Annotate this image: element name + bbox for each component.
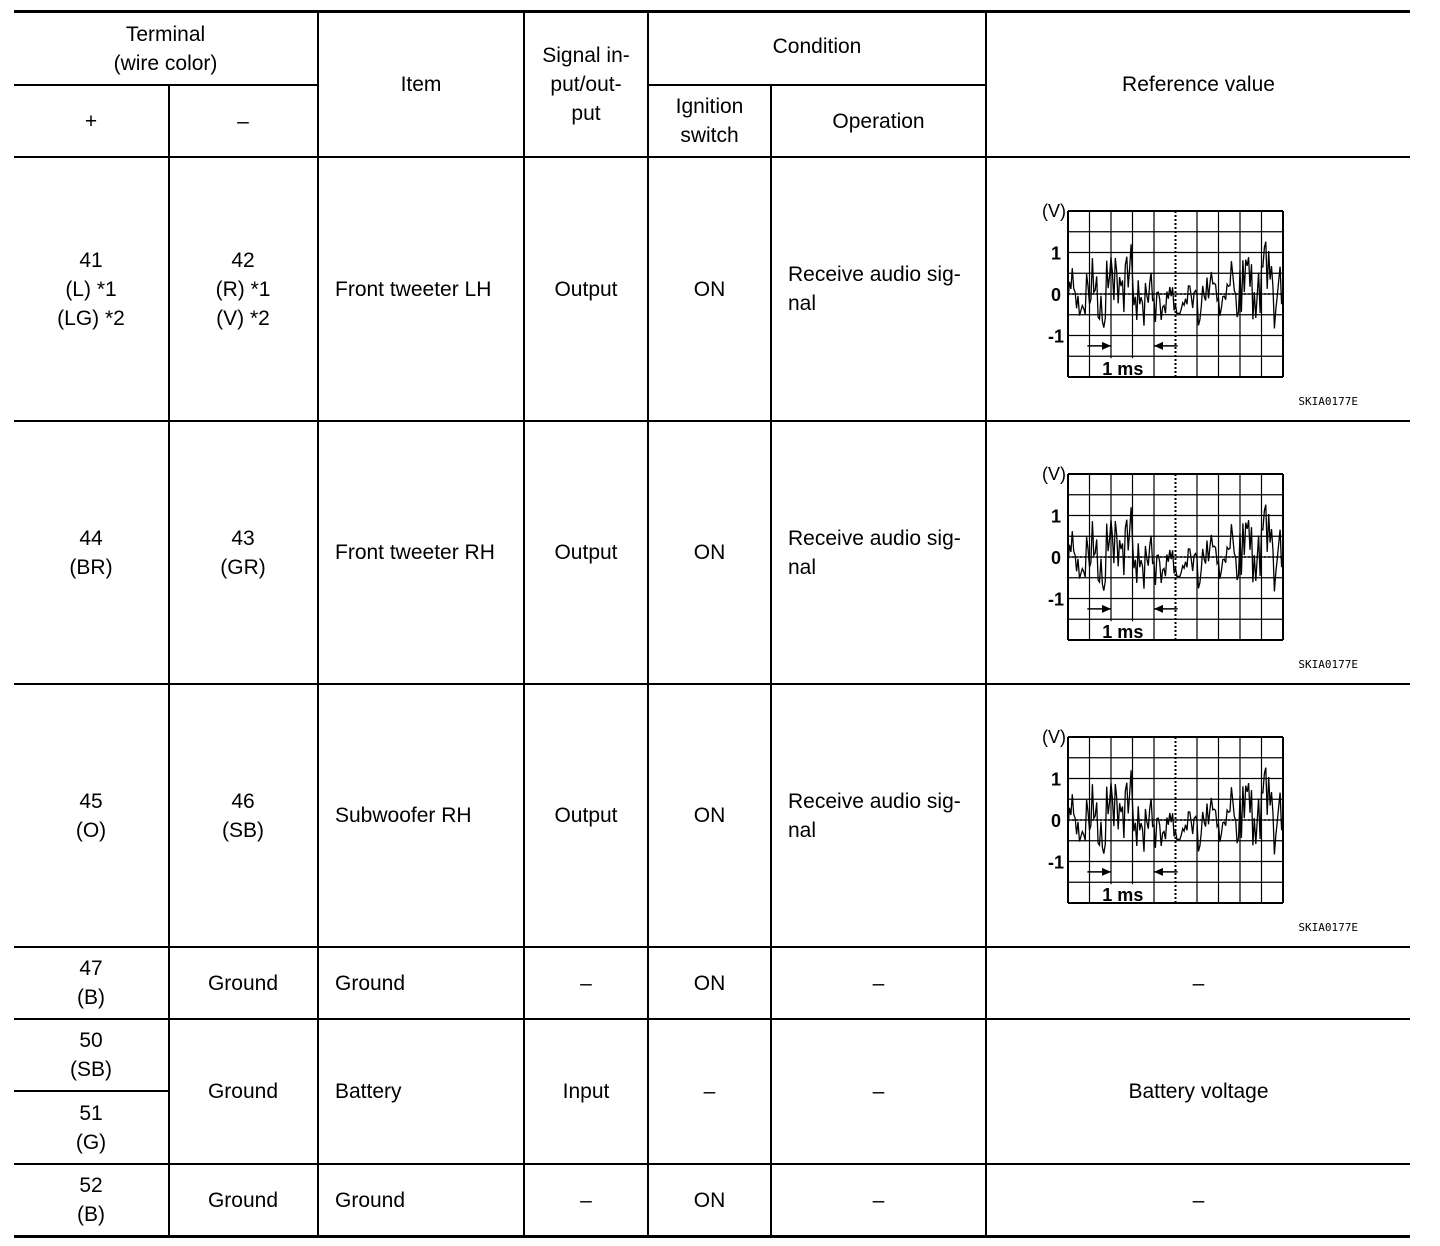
scope-time-scale-label: 1 ms bbox=[1102, 622, 1144, 642]
row0-plus-line-2: (L) *1 bbox=[65, 277, 117, 301]
row2-minus-line-2: (SB) bbox=[222, 818, 264, 842]
row0-minus-terminal bbox=[169, 158, 317, 420]
row5-ignition: ON bbox=[693, 1188, 726, 1212]
item-header: Item bbox=[400, 73, 442, 96]
row5-reference: – bbox=[1192, 1188, 1205, 1212]
operation-header: Operation bbox=[832, 109, 925, 133]
row1-item: Front tweeter RH bbox=[335, 541, 495, 564]
terminal-reference-table bbox=[14, 10, 1410, 1238]
row3-reference: – bbox=[1192, 971, 1205, 995]
row2-operation-line-1: Receive audio sig- bbox=[788, 789, 961, 813]
condition-header: Condition bbox=[772, 34, 862, 58]
row0-ignition: ON bbox=[693, 277, 726, 301]
row4-minus-terminal: Ground bbox=[207, 1080, 279, 1103]
terminal-header bbox=[14, 13, 317, 84]
row0-operation-line-2: nal bbox=[788, 292, 817, 315]
plus-header: + bbox=[84, 109, 98, 133]
minus-header: – bbox=[237, 109, 249, 133]
signal-header-line-2: put/out- bbox=[550, 73, 622, 96]
row2-plus-line-2: (O) bbox=[75, 818, 107, 842]
row0-minus-line-1: 42 bbox=[231, 248, 255, 272]
scope-tick-1v: 1 bbox=[1050, 243, 1062, 264]
figure-code-label: SKIA0177E bbox=[1298, 395, 1358, 408]
figure-code-label: SKIA0177E bbox=[1298, 921, 1358, 934]
scope-tick-0v: 0 bbox=[1050, 811, 1062, 831]
row5-operation: – bbox=[872, 1188, 885, 1212]
oscilloscope-figure bbox=[1026, 196, 1366, 411]
scope-tick-minus-1v: -1 bbox=[1047, 852, 1065, 873]
row1-plus-line-1: 44 bbox=[79, 526, 103, 550]
row1-signal: Output bbox=[554, 541, 618, 564]
oscilloscope-figure bbox=[1026, 722, 1366, 937]
row1-ignition: ON bbox=[693, 541, 726, 564]
row0-plus-terminal bbox=[14, 158, 168, 420]
scope-tick-1v: 1 bbox=[1050, 506, 1062, 527]
row3-signal: – bbox=[580, 971, 592, 995]
scope-unit-label: (V) bbox=[1042, 727, 1066, 747]
row1-minus-line-1: 43 bbox=[231, 526, 255, 550]
row4-item: Battery bbox=[335, 1080, 402, 1103]
row3-operation: – bbox=[872, 971, 885, 995]
row4-plus-terminal-b bbox=[14, 1092, 168, 1163]
row5-plus-line-2: (B) bbox=[77, 1203, 105, 1226]
row4-operation: – bbox=[872, 1080, 885, 1103]
ignition-header-line-2: switch bbox=[680, 124, 739, 147]
row1-plus-terminal bbox=[14, 422, 168, 683]
reference-header: Reference value bbox=[1122, 73, 1275, 96]
row4a-plus-line-2: (SB) bbox=[70, 1058, 112, 1081]
row5-item: Ground bbox=[335, 1188, 406, 1212]
scope-tick-0v: 0 bbox=[1050, 285, 1062, 305]
table-bottom-rule bbox=[14, 1235, 1410, 1238]
row1-operation-line-1: Receive audio sig- bbox=[788, 526, 961, 550]
row1-operation bbox=[772, 422, 985, 683]
row3-plus-line-1: 47 bbox=[79, 957, 103, 980]
row1-minus-terminal bbox=[169, 422, 317, 683]
row4b-plus-line-1: 51 bbox=[79, 1101, 103, 1125]
row2-oscilloscope-waveform bbox=[1026, 722, 1366, 937]
scope-tick-0v: 0 bbox=[1050, 548, 1062, 568]
wire-color-label: (wire color) bbox=[113, 51, 218, 75]
row2-ignition: ON bbox=[693, 804, 726, 827]
row4-ignition: – bbox=[703, 1080, 716, 1103]
row2-plus-line-1: 45 bbox=[79, 789, 103, 813]
row3-item: Ground bbox=[335, 971, 406, 995]
row4-reference: Battery voltage bbox=[1128, 1080, 1269, 1103]
row5-signal: – bbox=[580, 1188, 592, 1212]
scope-time-scale-label: 1 ms bbox=[1102, 359, 1144, 379]
signal-header-line-3: put bbox=[571, 102, 601, 125]
row3-plus-terminal bbox=[14, 948, 168, 1018]
row1-minus-line-2: (GR) bbox=[220, 555, 266, 579]
row2-minus-line-1: 46 bbox=[231, 789, 255, 813]
row1-plus-line-2: (BR) bbox=[69, 555, 113, 579]
row0-item: Front tweeter LH bbox=[335, 277, 492, 301]
row0-oscilloscope-waveform bbox=[1026, 196, 1366, 411]
row4-signal: Input bbox=[562, 1080, 610, 1103]
scope-tick-minus-1v: -1 bbox=[1047, 589, 1065, 610]
oscilloscope-figure bbox=[1026, 459, 1366, 674]
row2-minus-terminal bbox=[169, 685, 317, 946]
signal-header bbox=[525, 13, 647, 156]
row5-plus-line-1: 52 bbox=[79, 1174, 103, 1197]
row4b-plus-line-2: (G) bbox=[75, 1130, 107, 1154]
row4a-plus-line-1: 50 bbox=[79, 1029, 103, 1052]
row3-plus-line-2: (B) bbox=[77, 986, 105, 1009]
ignition-header-line-1: Ignition bbox=[675, 95, 744, 118]
scope-unit-label: (V) bbox=[1042, 201, 1066, 221]
row0-plus-line-3: (LG) *2 bbox=[57, 306, 125, 330]
row0-operation bbox=[772, 158, 985, 420]
row3-minus-terminal: Ground bbox=[207, 971, 279, 995]
row0-plus-line-1: 41 bbox=[79, 248, 103, 272]
scope-unit-label: (V) bbox=[1042, 464, 1066, 484]
row0-signal: Output bbox=[554, 277, 618, 301]
row5-minus-terminal: Ground bbox=[207, 1188, 279, 1212]
row3-ignition: ON bbox=[693, 971, 726, 995]
signal-header-line-1: Signal in- bbox=[542, 44, 630, 67]
scope-time-scale-label: 1 ms bbox=[1102, 885, 1144, 905]
row1-operation-line-2: nal bbox=[788, 555, 817, 579]
row2-item: Subwoofer RH bbox=[335, 804, 472, 827]
scope-tick-minus-1v: -1 bbox=[1047, 326, 1065, 347]
figure-code-label: SKIA0177E bbox=[1298, 658, 1358, 671]
row0-operation-line-1: Receive audio sig- bbox=[788, 263, 961, 286]
ignition-header bbox=[649, 86, 770, 156]
row2-signal: Output bbox=[554, 804, 618, 827]
terminal-header-label: Terminal bbox=[125, 22, 206, 46]
row5-plus-terminal bbox=[14, 1165, 168, 1235]
row4-plus-terminal-a bbox=[14, 1020, 168, 1090]
row0-minus-line-3: (V) *2 bbox=[216, 306, 270, 330]
row2-operation-line-2: nal bbox=[788, 818, 817, 842]
row0-minus-line-2: (R) *1 bbox=[215, 277, 271, 301]
row2-operation bbox=[772, 685, 985, 946]
row2-plus-terminal bbox=[14, 685, 168, 946]
scope-tick-1v: 1 bbox=[1050, 769, 1062, 790]
row1-oscilloscope-waveform bbox=[1026, 459, 1366, 674]
